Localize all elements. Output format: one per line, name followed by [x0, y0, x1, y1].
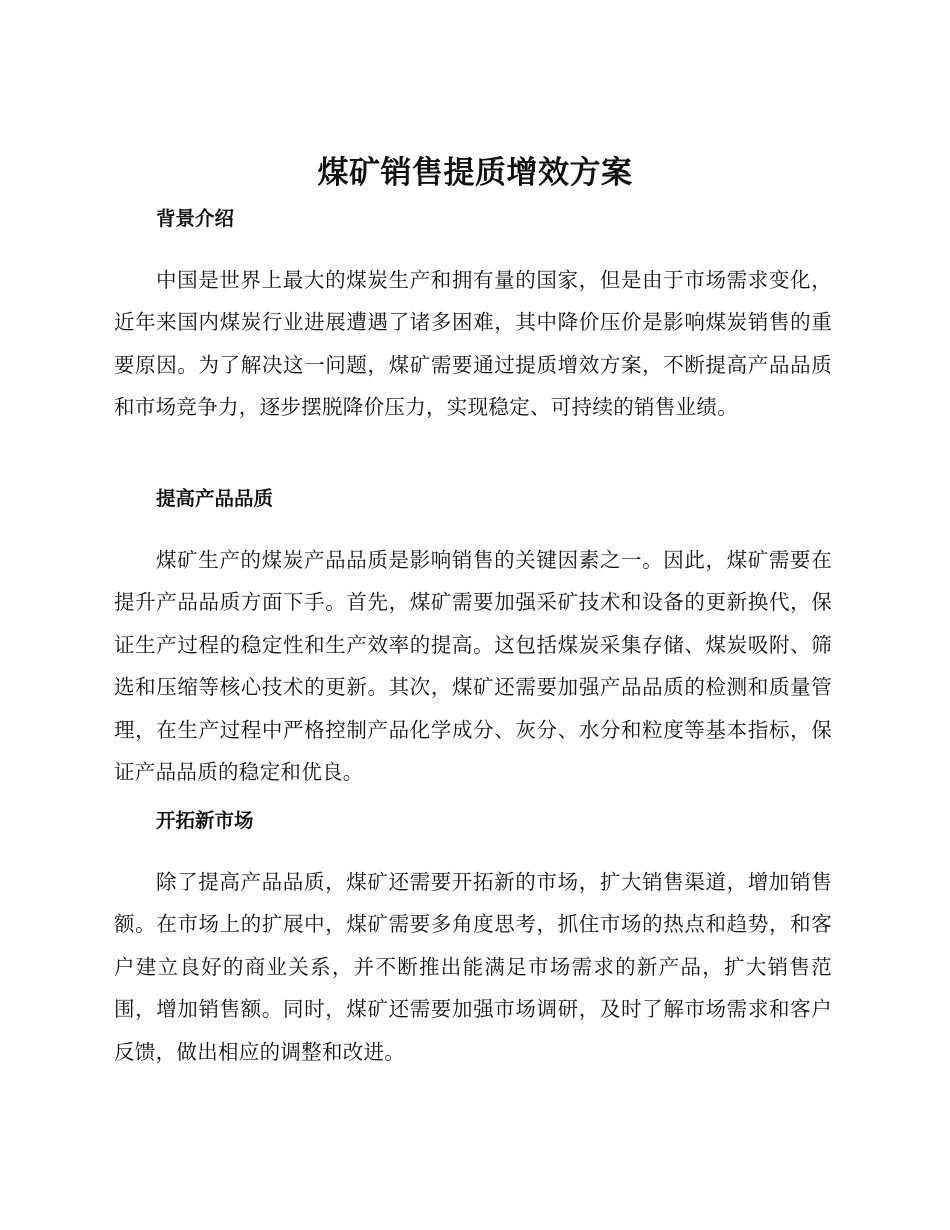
section-background — [114, 204, 832, 429]
section-paragraph: 中国是世界上最大的煤炭生产和拥有量的国家，但是由于市场需求变化，近年来国内煤炭行业进展遭遇了诸多困难，其中降价压价是影响煤炭销售的重要原因。为了解决这一问题，煤矿需要通过提质增效方案，不断提高产品品质和市场竞争力，逐步摆脱降价压力，实现稳定、可持续的销售业绩。 — [114, 268, 832, 420]
section-paragraph: 除了提高产品品质，煤矿还需要开拓新的市场，扩大销售渠道，增加销售额。在市场上的扩展中，煤矿需要多角度思考，抓住市场的热点和趋势，和客户建立良好的商业关系，并不断推出能满足市场需求的新产品，扩大销售范围，增加销售额。同时，煤矿还需要加强市场调研，及时了解市场需求和客户反馈，做出相应的调整和改进。 — [114, 870, 832, 1064]
section-improve-quality — [114, 484, 832, 793]
section-new-markets — [114, 806, 832, 1073]
section-paragraph: 煤矿生产的煤炭产品品质是影响销售的关键因素之一。因此，煤矿需要在提升产品品质方面下手。首先，煤矿需要加强采矿技术和设备的更新换代，保证生产过程的稳定性和生产效率的提高。这包括煤炭采集存储、煤炭吸附、筛选和压缩等核心技术的更新。其次，煤矿还需要加强产品品质的检测和质量管理，在生产过程中严格控制产品化学成分、灰分、水分和粒度等基本指标，保证产品品质的稳定和优良。 — [114, 548, 832, 785]
section-heading: 提高产品品质 — [156, 487, 274, 510]
section-heading: 开拓新市场 — [156, 809, 254, 832]
document-title: 煤矿销售提质增效方案 — [317, 155, 633, 191]
section-heading: 背景介绍 — [156, 207, 235, 230]
